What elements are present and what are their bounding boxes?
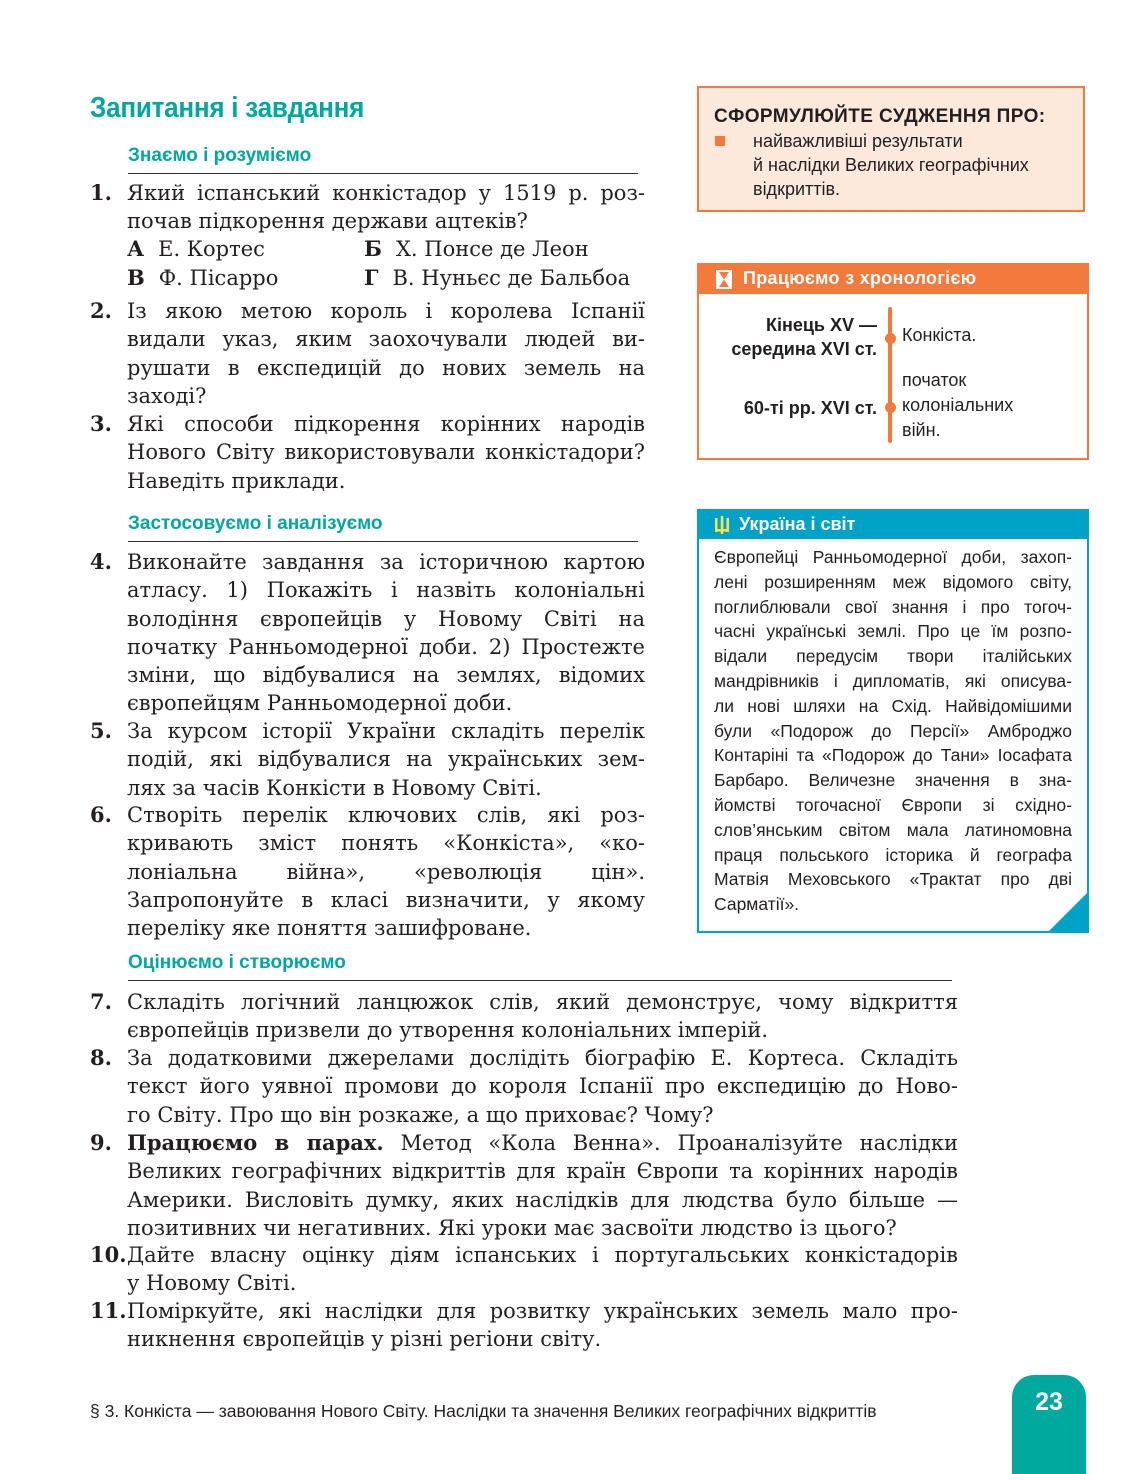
opinion-box-text: [753, 129, 1083, 201]
question-8: [90, 1044, 958, 1129]
event-line: початок: [902, 370, 967, 390]
question-line: кривають зміст понять «Конкіста», «ко-: [127, 831, 645, 856]
text-line: йомстві тогочасної Європи зі східно-: [714, 794, 1072, 815]
answer-option-v: [127, 265, 278, 290]
text-line: ли нові шляхи на Схід. Найвідомішими: [714, 695, 1072, 716]
timeline-line: [888, 307, 892, 443]
date-line: 60-ті рр. XVI ст.: [743, 398, 877, 418]
question-number: 1.: [90, 180, 112, 205]
question-line: За курсом історії України складіть перелік: [127, 719, 645, 743]
question-line: Запропонуйте в класі визначити, у якому: [127, 887, 645, 912]
question-line: Дайте власну оцінку діям іспанських і португальських конкістадорів: [127, 1243, 958, 1267]
answer-letter: Г: [364, 265, 379, 290]
chronology-event-2: [902, 368, 1013, 443]
text-line: були «Подорож до Персії» Амброджо: [714, 720, 1072, 741]
question-number: 3.: [90, 411, 112, 436]
text-line: Європейці Ранньомодерної доби, захоп-: [714, 547, 1072, 567]
timeline-dot: [885, 333, 896, 344]
answer-option-b: [364, 236, 589, 261]
chronology-date-1: [731, 313, 877, 361]
question-line: текст його уявної промови до короля Іспанії про експедицію до Ново-: [127, 1074, 958, 1099]
ukraine-world-header: [699, 511, 1087, 539]
date-line: Кінець XV —: [765, 315, 877, 335]
question-line: почав підкорення держави ацтеків?: [127, 209, 528, 234]
question-line: позитивних чи негативних. Які уроки має засвоїти людство із цього?: [127, 1215, 897, 1240]
question-line: Америки. Висловіть думку, яких наслідків для людства було більше —: [127, 1187, 958, 1212]
question-line: європейців призвели до утворення колоніальних імперій.: [127, 1018, 769, 1043]
page-title: Запитання і завдання: [90, 92, 365, 124]
question-6: [90, 801, 645, 943]
question-number: 10.: [90, 1242, 127, 1267]
question-line: [127, 1129, 958, 1157]
chronology-box: [697, 263, 1089, 460]
question-9: [90, 1129, 958, 1243]
question-line: Виконайте завдання за історичною картою: [127, 550, 645, 574]
date-line: середина XVI ст.: [731, 339, 877, 359]
square-bullet-icon: [715, 136, 725, 146]
opinion-line: найважливіші результати: [753, 131, 963, 151]
answer-text: Е. Кортес: [158, 237, 265, 261]
question-1: [90, 179, 645, 236]
question-line: лях за часів Конкісти в Новому Світі.: [127, 775, 542, 800]
question-line: подій, які відбувалися на українських зем-: [127, 747, 645, 772]
answer-letter: Б: [364, 236, 382, 261]
question-line: Який іспанський конкістадор у 1519 р. роз-: [127, 181, 645, 205]
question-2: [90, 297, 645, 411]
event-line: Конкіста.: [902, 325, 977, 345]
question-number: 4.: [90, 549, 112, 574]
question-line: Поміркуйте, які наслідки для розвитку українських земель мало про-: [127, 1299, 958, 1323]
page-corner-decoration: [1049, 893, 1087, 931]
text-line: лені розширенням меж відомого світу,: [714, 571, 1072, 592]
question-number: 9.: [90, 1130, 112, 1155]
question-line: го Світу. Про що він розкаже, а що приховає? Чому?: [127, 1102, 714, 1127]
question-line: Наведіть приклади.: [127, 468, 346, 493]
text-line: відали передусім твори італійських: [714, 646, 1072, 667]
opinion-line: відкриттів.: [753, 179, 841, 199]
question-line: Складіть логічний ланцюжок слів, який демонструє, чому відкриття: [127, 990, 958, 1014]
question-4: [90, 548, 645, 718]
section-heading-know: Знаємо і розуміємо: [128, 145, 638, 174]
opinion-box-heading: СФОРМУЛЮЙТЕ СУДЖЕННЯ ПРО:: [714, 106, 1046, 127]
question-line: у Новому Світі.: [127, 1271, 297, 1296]
text-line: Барбаро. Величезне значення в зна-: [714, 770, 1072, 791]
opinion-line: й наслідки Великих географічних: [753, 155, 1029, 175]
timeline-dot: [885, 402, 896, 413]
hourglass-icon: [716, 270, 732, 289]
question-line: заході?: [127, 383, 207, 408]
event-line: колоніальних: [902, 395, 1014, 415]
question-line: початку Ранньомодерної доби. 2) Простежте: [127, 634, 645, 659]
trident-icon: [714, 516, 730, 534]
question-5: [90, 717, 645, 802]
question-number: 5.: [90, 718, 112, 743]
question-3: [90, 410, 645, 495]
text-line: мандрівників і дипломатів, які описува-: [714, 670, 1072, 691]
answer-text: Х. Понсе де Леон: [395, 237, 589, 261]
question-number: 2.: [90, 298, 112, 323]
question-line: Нового Світу використовували конкістадори?: [127, 440, 645, 465]
question-number: 7.: [90, 989, 112, 1014]
answer-option-g: [364, 265, 630, 290]
question-line: володіння європейців у Новому Світі на: [127, 606, 645, 631]
question-line: Великих географічних відкриттів для країн Європи та корінних народів: [127, 1159, 958, 1184]
question-line: Із якою метою король і королева Іспанії: [127, 299, 645, 323]
question-line: зміни, що відбувалися на землях, відомих: [127, 663, 645, 688]
question-line: переліку яке поняття зашифроване.: [127, 916, 532, 941]
text-line: праця польського історика й географа: [714, 844, 1072, 865]
text-line: Контаріні та «Подорож до Тани» Іосафата: [714, 745, 1072, 766]
question-7: [90, 988, 958, 1045]
section-heading-evaluate: Оцінюємо і створюємо: [128, 952, 952, 981]
question-line: видали указ, яким заохочували людей ви-: [127, 327, 645, 352]
chronology-event-1: [902, 323, 976, 348]
question-line: рушати в експедицій до нових земель на: [127, 355, 645, 380]
ukraine-world-heading: Україна і світ: [739, 514, 856, 534]
answer-text: Ф. Пісарро: [158, 266, 279, 290]
question-10: [90, 1241, 958, 1298]
chronology-date-2: [744, 396, 877, 420]
chronology-header: [699, 265, 1087, 294]
question-line: никнення європейців у різні регіони світу.: [127, 1327, 602, 1352]
text-line: Сарматії».: [714, 894, 800, 915]
section-heading-apply: Застосовуємо і аналізуємо: [128, 513, 638, 542]
question-number: 6.: [90, 802, 112, 827]
event-line: війн.: [902, 420, 941, 440]
question-line: Створіть перелік ключових слів, які роз-: [127, 803, 645, 827]
question-11: [90, 1297, 958, 1354]
text-line: поглиблювали свої знання і про тогоч-: [714, 596, 1072, 617]
answer-option-a: [127, 236, 265, 261]
answer-letter: В: [127, 265, 145, 290]
text-line: слов’янським світом мала латиномовна: [714, 819, 1072, 840]
pair-work-label: Працюємо в парах.: [127, 1130, 384, 1155]
ukraine-world-box: [697, 509, 1089, 933]
opinion-box: [697, 86, 1085, 212]
question-line: лоніальна війна», «революція цін».: [127, 859, 645, 884]
question-line-rest: Метод «Кола Венна». Проаналізуйте наслідки: [383, 1131, 958, 1155]
question-line: атласу. 1) Покажіть і назвіть колоніальні: [127, 578, 645, 603]
text-line: Матвія Меховського «Трактат про дві: [714, 869, 1072, 890]
question-number: 8.: [90, 1045, 112, 1070]
answer-letter: А: [127, 236, 145, 261]
question-number: 11.: [90, 1298, 127, 1323]
page-number: 23: [1035, 1388, 1063, 1416]
question-line: За додатковими джерелами дослідіть біографію Е. Кортеса. Складіть: [127, 1046, 958, 1070]
chronology-heading: Працюємо з хронологією: [743, 268, 977, 288]
question-line: Які способи підкорення корінних народів: [127, 412, 645, 436]
ukraine-world-text: [714, 545, 1072, 917]
answer-text: В. Нуньєс де Бальбоа: [392, 266, 631, 290]
text-line: часні українські землі. Про це їм розпо-: [714, 621, 1072, 642]
question-line: європейцям Ранньомодерної доби.: [127, 691, 513, 716]
running-footer: § 3. Конкіста — завоювання Нового Світу. Наслідки та значення Великих географічних відкриттів: [90, 1401, 877, 1421]
